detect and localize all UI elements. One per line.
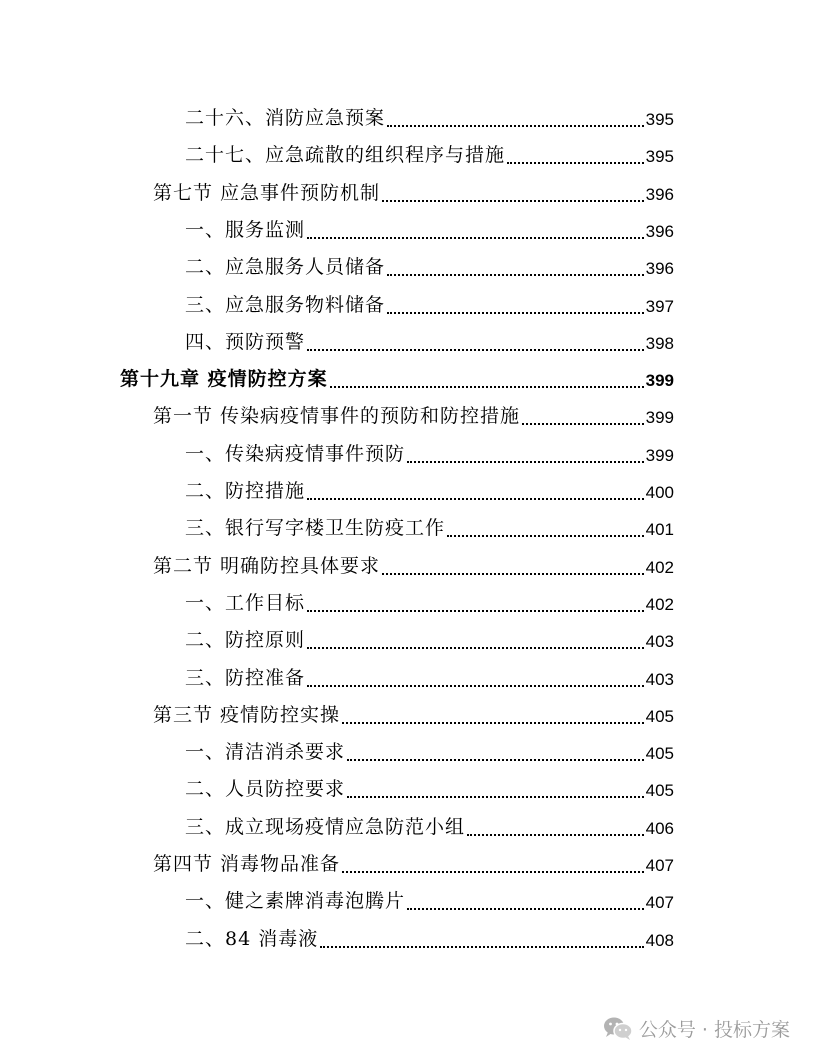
toc-leader-dots — [407, 908, 644, 910]
toc-entry-title: 第二节 明确防控具体要求 — [153, 554, 381, 577]
toc-entry-item — [185, 324, 674, 361]
toc-leader-dots — [307, 237, 644, 239]
toc-leader-dots — [347, 759, 644, 761]
toc-entry-item — [185, 622, 674, 659]
toc-entry-section — [153, 846, 674, 883]
toc-leader-dots — [382, 200, 644, 202]
toc-leader-dots — [507, 162, 644, 164]
toc-entry-page: 402 — [645, 594, 674, 614]
toc-entry-page: 395 — [645, 110, 674, 129]
toc-leader-dots — [347, 796, 644, 798]
toc-entry-item — [185, 809, 674, 846]
toc-entry-title: 二、人员防控要求 — [185, 778, 346, 801]
toc-entry-title: 一、工作目标 — [185, 591, 306, 614]
toc-entry-page: 402 — [645, 557, 674, 577]
toc-entry-page: 403 — [645, 669, 674, 689]
toc-leader-dots — [382, 573, 644, 575]
toc-entry-item — [185, 212, 674, 249]
toc-leader-dots — [307, 610, 644, 612]
toc-entry-page: 406 — [645, 818, 674, 838]
toc-entry-title: 三、成立现场疫情应急防范小组 — [185, 815, 466, 838]
toc-leader-dots — [522, 423, 644, 425]
toc-entry-item — [185, 771, 674, 808]
toc-entry-title: 一、服务监测 — [185, 218, 306, 241]
toc-entry-page: 399 — [645, 371, 674, 391]
toc-leader-dots — [320, 946, 643, 948]
toc-entry-page: 400 — [645, 483, 674, 502]
wechat-icon — [603, 1016, 633, 1042]
toc-entry-item — [185, 660, 674, 697]
toc-entry-page: 396 — [645, 184, 674, 204]
toc-entry-page: 407 — [645, 893, 674, 913]
toc-entry-item — [185, 287, 674, 324]
watermark-text: 公众号 · 投标方案 — [638, 1019, 790, 1041]
toc-leader-dots — [387, 274, 644, 276]
toc-entry-section — [153, 697, 674, 734]
toc-entry-chapter — [120, 361, 674, 398]
toc-entry-title: 三、防控准备 — [185, 666, 306, 689]
toc-entry-title: 二、84 消毒液 — [185, 927, 319, 950]
toc-entry-title: 第三节 疫情防控实操 — [153, 703, 341, 726]
toc-entry-item — [185, 473, 674, 510]
toc-leader-dots — [307, 685, 644, 687]
toc-entry-title: 一、健之素牌消毒泡腾片 — [185, 890, 406, 913]
toc-entry-page: 408 — [645, 930, 674, 950]
toc-entry-title: 三、银行写字楼卫生防疫工作 — [185, 517, 446, 540]
toc-entry-item — [185, 585, 674, 622]
toc-entry-page: 407 — [645, 856, 674, 875]
toc-entry-title: 三、应急服务物料储备 — [185, 293, 386, 316]
toc-leader-dots — [307, 498, 644, 500]
toc-entry-title: 二、防控原则 — [185, 629, 306, 652]
toc-entry-page: 405 — [645, 781, 674, 801]
toc-entry-item — [185, 883, 674, 920]
toc-leader-dots — [342, 722, 644, 724]
toc-entry-section — [153, 175, 674, 212]
toc-entry-page: 396 — [645, 259, 674, 279]
toc-entry-title: 二、应急服务人员储备 — [185, 256, 386, 279]
toc-entry-page: 399 — [645, 445, 674, 465]
toc-entry-item — [185, 436, 674, 473]
toc-entry-page: 397 — [645, 296, 674, 316]
toc-entry-page: 398 — [645, 333, 674, 353]
toc-leader-dots — [467, 834, 644, 836]
toc-entry-item — [185, 249, 674, 286]
toc-entry-title: 第七节 应急事件预防机制 — [153, 181, 381, 204]
toc-entry-title: 一、传染病疫情事件预防 — [185, 442, 406, 465]
toc-entry-item — [185, 921, 674, 958]
toc-entry-item — [185, 734, 674, 771]
watermark — [603, 1015, 790, 1042]
toc-entry-page: 405 — [645, 706, 674, 726]
toc-entry-item — [185, 137, 674, 174]
toc-entry-page: 395 — [645, 147, 674, 167]
toc-entry-title: 一、清洁消杀要求 — [185, 741, 346, 764]
toc-entry-title: 四、预防预警 — [185, 330, 306, 353]
toc-entry-item — [185, 510, 674, 547]
toc-leader-dots — [342, 871, 644, 873]
toc-entry-title: 二、防控措施 — [185, 480, 306, 502]
toc-entry-page: 399 — [645, 408, 674, 428]
toc-entry-page: 396 — [645, 221, 674, 241]
toc-entry-item — [185, 100, 674, 137]
toc-leader-dots — [407, 461, 644, 463]
toc-entry-section — [153, 548, 674, 585]
toc-entry-title: 二十六、消防应急预案 — [185, 107, 386, 129]
toc-leader-dots — [330, 386, 644, 388]
toc-entry-title: 第十九章 疫情防控方案 — [120, 368, 328, 391]
toc-leader-dots — [387, 125, 644, 127]
toc-entry-page: 401 — [645, 520, 674, 540]
toc-entry-title: 第一节 传染病疫情事件的预防和防控措施 — [153, 405, 521, 428]
toc-leader-dots — [447, 535, 644, 537]
toc-entry-title: 二十七、应急疏散的组织程序与措施 — [185, 144, 506, 167]
toc-leader-dots — [387, 312, 644, 314]
toc-leader-dots — [307, 647, 644, 649]
toc-entry-section — [153, 398, 674, 435]
toc-entry-page: 405 — [645, 744, 674, 764]
toc-entry-page: 403 — [645, 632, 674, 652]
toc-entry-title: 第四节 消毒物品准备 — [153, 853, 341, 875]
toc-leader-dots — [307, 349, 644, 351]
